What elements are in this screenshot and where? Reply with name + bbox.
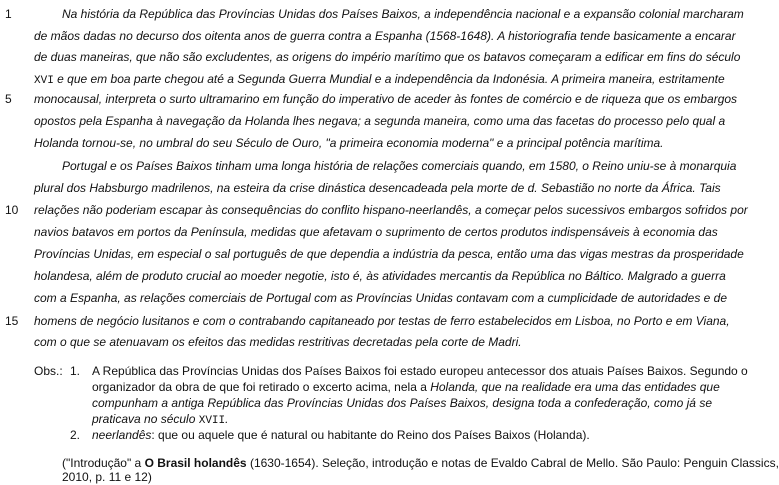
note-1-number: 1.: [70, 364, 81, 378]
paragraph-1-line-6: opostos pela Espanha à navegação da Holanda lhes negava; a segunda maneira, como uma das facetas do processo pelo qual a: [34, 114, 726, 128]
line-number-1: 1: [5, 7, 12, 21]
line-number-15: 15: [5, 314, 19, 328]
paragraph-1-line-4-text: e que em boa parte chegou até a Segunda Guerra Mundial e a independência da Indonésia. A primeira maneira, estritamente: [53, 72, 725, 86]
paragraph-1-line-1: Na história da República das Províncias Unidas dos Países Baixos, a independência nacional e a expansão colonial marcharam: [62, 7, 744, 21]
note-1-line-1: A República das Províncias Unidas dos Países Baixos foi estado europeu antecessor dos atuais Países Baixos. Segundo o: [92, 364, 748, 378]
obs-label: Obs.:: [34, 364, 63, 378]
line-number-10: 10: [5, 203, 19, 217]
note-1-line-4-b: .: [225, 412, 229, 426]
paragraph-1-line-7: Holanda tornou-se, no umbral do seu Século de Ouro, "a primeira economia moderna" e a principal potência marítima.: [34, 136, 664, 150]
note-1-line-2-b: Holanda, que na realidade era uma das entidades que: [430, 380, 720, 394]
note-1-line-2: [92, 379, 720, 395]
paragraph-2-line-3: relações não poderiam escapar às consequências do conflito hispano-neerlandês, a começar pelos sucessivos embargos sofridos por: [34, 203, 748, 217]
source-book-title: O Brasil holandês: [144, 456, 247, 470]
paragraph-1-line-5: monocausal, interpreta o surto ultramarino em função do imperativo de aceder às fontes de comércio e de riqueza que os embargos: [34, 92, 738, 106]
note-2-term: neerlandês: [92, 428, 152, 442]
paragraph-2-line-8: homens de negócio lusitanos e com o contrabando capitaneado por testas de ferro estabelecidos em Lisboa, no Porto e em Viana,: [34, 314, 730, 328]
paragraph-1-line-3: de duas maneiras, que não são excludentes, as origens do império marítimo que os batavos começaram a edificar em fins do século: [34, 50, 741, 64]
note-2-definition: : que ou aquele que é natural ou habitante do Reino dos Países Baixos (Holanda).: [151, 428, 590, 442]
line-number-5: 5: [5, 92, 12, 106]
paragraph-2-line-9: com o que se atenuavam os efeitos das medidas restritivas decretadas pela corte de Madri.: [34, 335, 522, 349]
note-2-line: [92, 427, 712, 443]
paragraph-1-line-2: de mãos dadas no decurso dos oitenta anos de guerra contra a Espanha (1568-1648). A historiografia tende basicamente a encarar: [34, 29, 736, 43]
paragraph-2-line-4: navios batavos em portos da Península, medidas que afetavam o suprimento de certos produtos indispensáveis à economia das: [34, 225, 718, 239]
note-2-number: 2.: [70, 428, 81, 442]
note-1-line-4-a: praticava no século: [92, 412, 199, 426]
paragraph-2-line-7: com a Espanha, as relações comerciais de Portugal com as Províncias Unidas contavam com a cumplicidade de autoridades e de: [34, 291, 728, 305]
paragraph-2-line-5: Províncias Unidas, em especial o sal português de que dependia a indústria da pesca, então uma das vigas mestras da prosperidade: [34, 247, 744, 261]
source-pre: ("Introdução" a: [62, 456, 145, 470]
note-1-line-3: compunham a antiga República das Províncias Unidas dos Países Baixos, designa toda a confederação, como já se: [92, 396, 712, 410]
paragraph-2-line-1: Portugal e os Países Baixos tinham uma longa história de relações comerciais quando, em 1580, o Reino uniu-se à monarquia: [62, 159, 737, 173]
source-post: (1630-1654). Seleção, introdução e notas de Evaldo Cabral de Mello. São Paulo: Penguin Classics,: [246, 456, 779, 470]
paragraph-2-line-2: plural dos Habsburgo madrilenos, na esteira da crise dinástica desencadeada pela morte de d. Sebastião no norte da África. Tais: [34, 181, 721, 195]
paragraph-2-line-6: holandesa, além de produto crucial ao moeder negotie, isto é, às atividades mercantis da República no Báltico. Malgrado a guerra: [34, 269, 726, 283]
note-1-line-2-a: organizador da obra de que foi retirado o excerto acima, nela a: [92, 380, 431, 394]
roman-numeral-xvii: XVII: [198, 415, 226, 427]
roman-numeral-xvi: XVI: [34, 75, 54, 87]
source-line-2: 2010, p. 11 e 12): [62, 470, 152, 484]
